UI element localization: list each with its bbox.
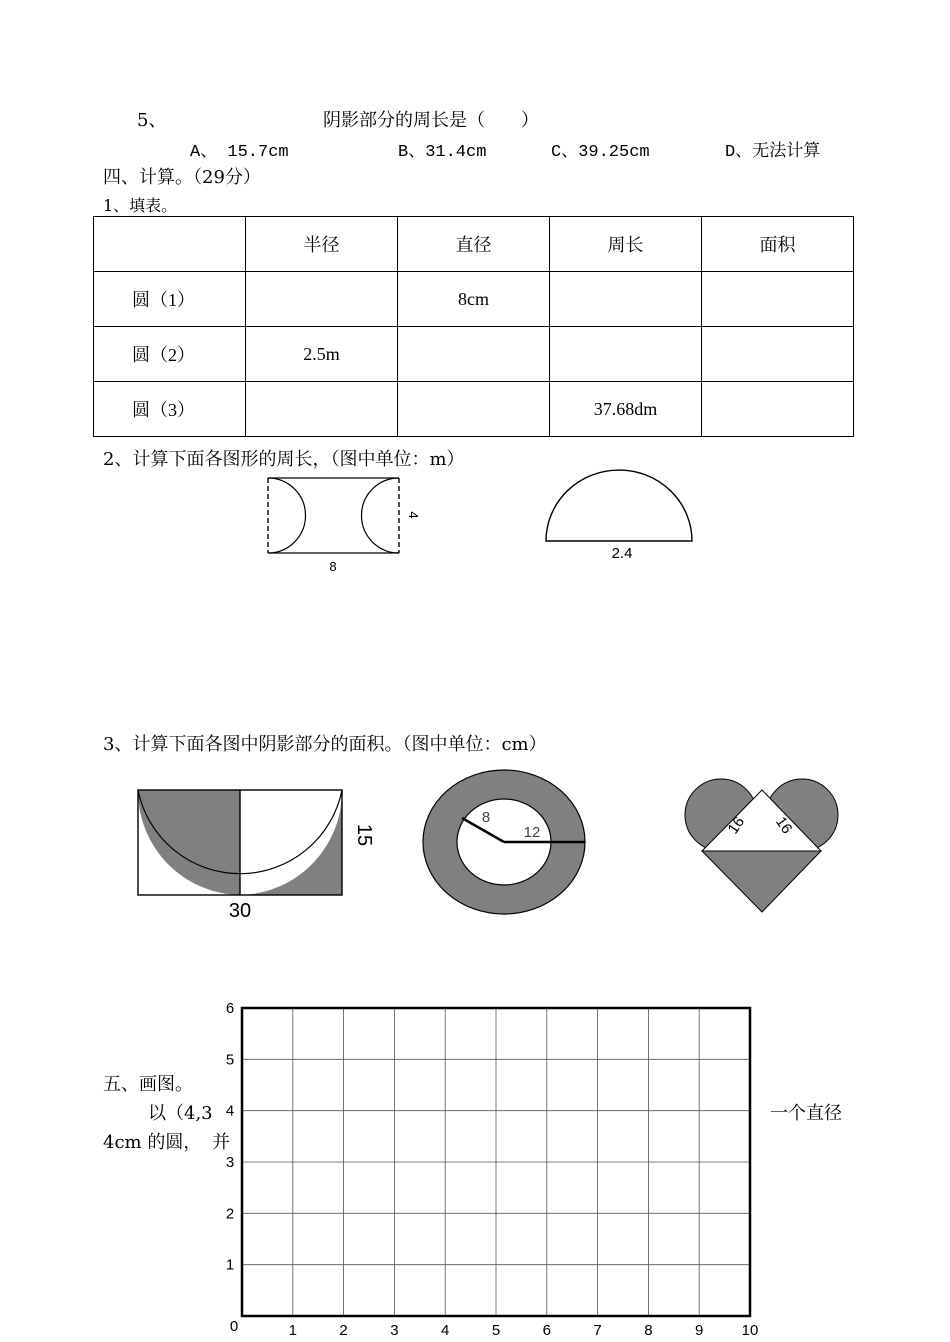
- left-side-label: 16: [724, 813, 749, 838]
- table-cell: [398, 327, 550, 382]
- q5-question: 阴影部分的周长是（ ）: [323, 110, 539, 131]
- table-header-cell: [94, 217, 246, 272]
- section4-heading: 四、计算。（29分）: [103, 167, 261, 188]
- table-row: [94, 382, 854, 437]
- width-label: 8: [329, 559, 337, 574]
- x-tick-label: 7: [593, 1322, 602, 1339]
- x-tick-label: 9: [695, 1322, 704, 1339]
- table-cell: 圆（1）: [94, 272, 246, 327]
- q3-figure-heart: [680, 768, 845, 918]
- x-tick-label: 1: [288, 1322, 297, 1339]
- table-cell: [398, 382, 550, 437]
- table-cell: [702, 382, 854, 437]
- table-cell: 2.5m: [246, 327, 398, 382]
- q2-figure-rect-semicircles: [255, 470, 425, 580]
- q5-option-c: C、39.25cm: [551, 143, 650, 162]
- x-tick-label: 6: [542, 1322, 551, 1339]
- table-header-cell: 面积: [702, 217, 854, 272]
- q5-option-b: B、31.4cm: [398, 143, 487, 162]
- y-tick-label: 1: [225, 1256, 235, 1274]
- shaded-right-region: [240, 790, 342, 895]
- table-cell: [550, 272, 702, 327]
- y-tick-label: 2: [225, 1205, 235, 1223]
- table-cell: [550, 327, 702, 382]
- table-cell: [246, 382, 398, 437]
- q1-title: 1、填表。: [103, 196, 178, 215]
- q5-number: 5、: [137, 110, 167, 131]
- x-tick-label: 3: [390, 1322, 399, 1339]
- base-label: 2.4: [611, 545, 633, 562]
- table-cell: [702, 327, 854, 382]
- q3-figure-rectangle-semicircle: [130, 780, 380, 925]
- bottom-triangle: [702, 851, 821, 912]
- table-header-cell: 直径: [398, 217, 550, 272]
- q3-title: 3、计算下面各图中阴影部分的面积。（图中单位：cm）: [103, 734, 547, 755]
- fill-table: [93, 216, 854, 437]
- outer-radius-label: 12: [523, 824, 541, 841]
- section5-line2-left: 4cm 的圆，: [103, 1132, 202, 1153]
- x-tick-label: 5: [491, 1322, 501, 1339]
- y-tick-label: 3: [225, 1154, 235, 1171]
- section5-line1-right: 一个直径: [770, 1103, 842, 1124]
- height-label: 15: [353, 823, 375, 847]
- table-header-cell: 周长: [550, 217, 702, 272]
- table-cell: [246, 272, 398, 327]
- q2-figure-semicircle: [535, 462, 705, 570]
- y-tick-label: 6: [225, 1000, 235, 1017]
- table-header-row: [94, 217, 854, 272]
- q3-figure-ring: [418, 765, 593, 920]
- height-label: 4: [406, 511, 421, 519]
- q2-title: 2、计算下面各图形的周长，（图中单位：m）: [103, 449, 465, 470]
- q5-option-d: D、无法计算: [725, 143, 821, 162]
- shaded-left-region: [138, 790, 240, 895]
- y-tick-label: 4: [225, 1102, 235, 1120]
- table-row: [94, 327, 854, 382]
- table-cell: 37.68dm: [550, 382, 702, 437]
- table-cell: [702, 272, 854, 327]
- x-tick-label: 10: [741, 1322, 759, 1339]
- x-axis-ticks: [230, 1318, 759, 1339]
- section5-heading: 五、画图。: [103, 1074, 193, 1095]
- table-header-cell: 半径: [246, 217, 398, 272]
- right-semicircle: [362, 478, 400, 553]
- semicircle-outline: [546, 470, 692, 541]
- y-tick-label: 5: [225, 1051, 235, 1069]
- q5-option-a: A、 15.7cm: [190, 143, 289, 162]
- x-tick-label: 8: [644, 1322, 653, 1339]
- x-tick-label: 0: [229, 1318, 239, 1335]
- coordinate-grid: [215, 998, 775, 1342]
- section5-line1-left: 以（4,3: [148, 1103, 213, 1124]
- table-row: [94, 272, 854, 327]
- x-tick-label: 2: [339, 1322, 348, 1339]
- right-side-label: 16: [771, 813, 796, 838]
- y-axis-ticks: [226, 1000, 234, 1274]
- table-cell: 圆（3）: [94, 382, 246, 437]
- inner-radius-label: 8: [481, 809, 491, 826]
- table-cell: 圆（2）: [94, 327, 246, 382]
- left-semicircle: [268, 478, 306, 553]
- table-cell: 8cm: [398, 272, 550, 327]
- width-label: 30: [228, 900, 252, 922]
- x-tick-label: 4: [441, 1322, 450, 1339]
- section5-line2-partial: 并: [212, 1132, 230, 1153]
